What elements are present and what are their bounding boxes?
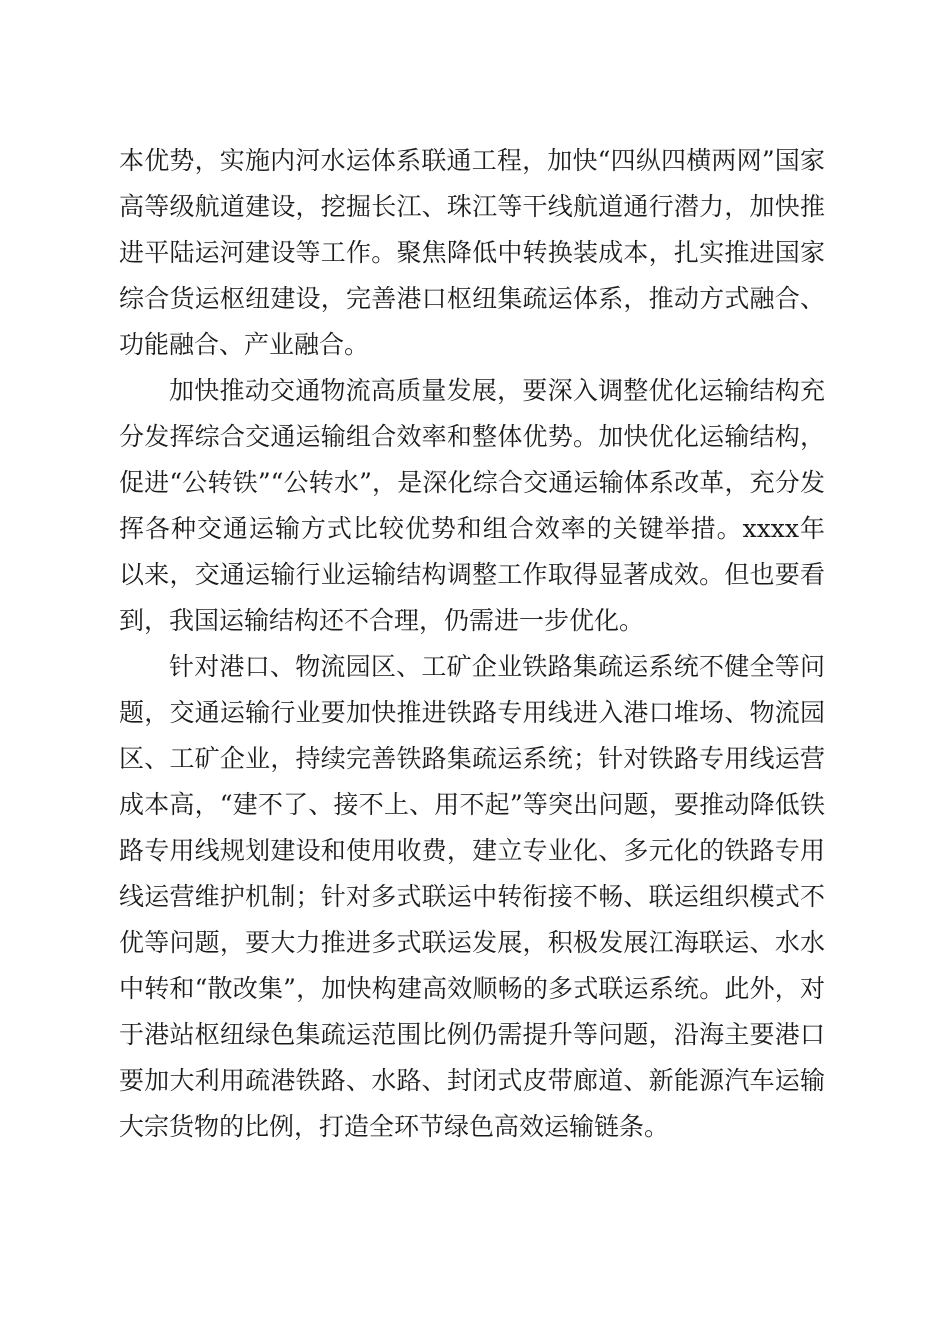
paragraph-transport-structure: 加快推动交通物流高质量发展，要深入调整优化运输结构充分发挥综合交通运输组合效率和整体优势。加快优化运输结构，促进“公转铁”“公转水”，是深化综合交通运输体系改革，充分发挥各种交通运输方式比较优势和组合效率的关键举措。xxxx年以来，交通运输行业运输结构调整工作取得显著成效。但也要看到，我国运输结构还不合理，仍需进一步优化。 [119,376,825,635]
paragraph-railway-measures: 针对港口、物流园区、工矿企业铁路集疏运系统不健全等问题，交通运输行业要加快推进铁路专用线进入港口堆场、物流园区、工矿企业，持续完善铁路集疏运系统；针对铁路专用线运营成本高，“建不了、接不上、用不起”等突出问题，要推动降低铁路专用线规划建设和使用收费，建立专业化、多元化的铁路专用线运营维护机制；针对多式联运中转衔接不畅、联运组织模式不优等问题，要大力推进多式联运发展，积极发展江海联运、水水中转和“散改集”，加快构建高效顺畅的多式联运系统。此外，对于港站枢纽绿色集疏运范围比例仍需提升等问题，沿海主要港口要加大利用疏港铁路、水路、封闭式皮带廊道、新能源汽车运输大宗货物的比例，打造全环节绿色高效运输链条。 [119,652,825,1141]
body-text [119,138,825,1150]
paragraph-continuation: 本优势，实施内河水运体系联通工程，加快“四纵四横两网”国家高等级航道建设，挖掘长江、珠江等干线航道通行潜力，加快推进平陆运河建设等工作。聚焦降低中转换装成本，扎实推进国家综合货运枢纽建设，完善港口枢纽集疏运体系，推动方式融合、功能融合、产业融合。 [119,146,825,359]
